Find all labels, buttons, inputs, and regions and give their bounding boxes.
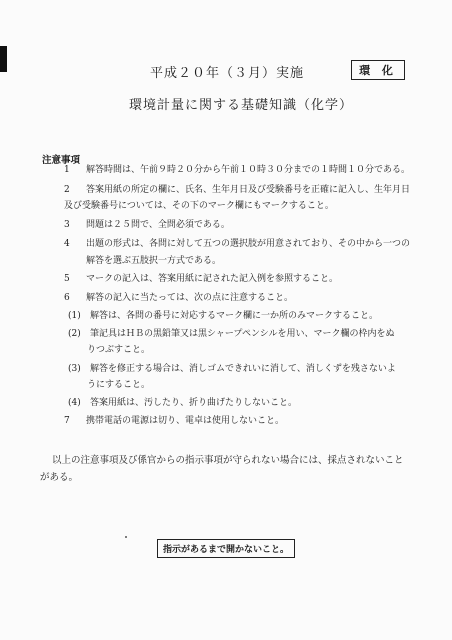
sub-item-text: 筆記具はＨＢの黒鉛筆又は黒シャープペンシルを用い、マーク欄の枠内をぬ xyxy=(90,329,395,339)
list-item xyxy=(64,273,338,285)
item-text: 解答の記入に当たっては、次の点に注意すること。 xyxy=(86,293,294,303)
sub-item-number: (3) xyxy=(68,364,81,374)
do-not-open-notice: 指示があるまで開かないこと。 xyxy=(157,539,295,558)
sub-list-item xyxy=(87,344,150,356)
closing-note-line: 以上の注意事項及び係官からの指示事項が守られない場合には、採点されないこと xyxy=(52,455,404,466)
sub-list-item xyxy=(68,363,396,375)
sub-list-item xyxy=(87,379,150,391)
item-text: 出題の形式は、各問に対して五つの選択肢が用意されており、その中から一つの xyxy=(86,239,411,249)
list-item xyxy=(64,238,410,250)
sub-item-number: (2) xyxy=(68,329,81,339)
sub-list-item xyxy=(68,328,395,340)
item-number: 7 xyxy=(64,416,70,426)
list-item xyxy=(64,415,284,427)
sub-item-text: 解答は、各問の番号に対応するマーク欄に一か所のみマークすること。 xyxy=(90,311,379,321)
sub-item-number: (1) xyxy=(68,311,81,321)
item-text: 解答を選ぶ五肢択一方式である。 xyxy=(86,256,222,266)
list-item xyxy=(64,184,410,196)
item-text: 及び受験番号については、その下のマーク欄にもマークすること。 xyxy=(64,201,334,211)
scan-edge-mark xyxy=(0,46,7,72)
list-item xyxy=(86,255,221,267)
sub-item-number: (4) xyxy=(68,398,81,408)
sub-list-item xyxy=(68,310,378,322)
sub-item-text: りつぶすこと。 xyxy=(87,345,151,355)
list-item xyxy=(64,164,410,176)
item-number: 4 xyxy=(64,239,70,249)
scan-speck xyxy=(125,536,127,538)
sub-item-text: うにすること。 xyxy=(87,380,151,390)
sub-item-text: 答案用紙は、汚したり、折り曲げたりしないこと。 xyxy=(90,398,298,408)
closing-note-line: がある。 xyxy=(40,472,79,483)
subject-badge: 環 化 xyxy=(351,60,405,80)
item-text: 解答時間は、午前９時２０分から午前１０時３０分までの１時間１０分である。 xyxy=(86,165,411,175)
exam-date-line: 平成２０年（３月）実施 xyxy=(150,66,305,81)
item-number: 3 xyxy=(64,220,70,230)
item-text: 携帯電話の電源は切り、電卓は使用しないこと。 xyxy=(86,416,285,426)
list-item xyxy=(64,200,334,212)
item-text: 答案用紙の所定の欄に、氏名、生年月日及び受験番号を正確に記入し、生年月日 xyxy=(86,185,411,195)
item-text: 問題は２５問で、全問必須である。 xyxy=(86,220,230,230)
item-number: 5 xyxy=(64,274,70,284)
item-text: マークの記入は、答案用紙に記された記入例を参照すること。 xyxy=(86,274,339,284)
item-number: 2 xyxy=(64,185,70,195)
item-number: 1 xyxy=(64,165,70,175)
item-number: 6 xyxy=(64,293,70,303)
sub-list-item xyxy=(68,397,297,409)
sub-item-text: 解答を修正する場合は、消しゴムできれいに消して、消しくずを残さないよ xyxy=(90,364,396,374)
list-item xyxy=(64,292,293,304)
exam-title: 環境計量に関する基礎知識（化学） xyxy=(129,98,354,113)
notes-heading: 注意事項 xyxy=(42,155,81,166)
list-item xyxy=(64,219,230,231)
